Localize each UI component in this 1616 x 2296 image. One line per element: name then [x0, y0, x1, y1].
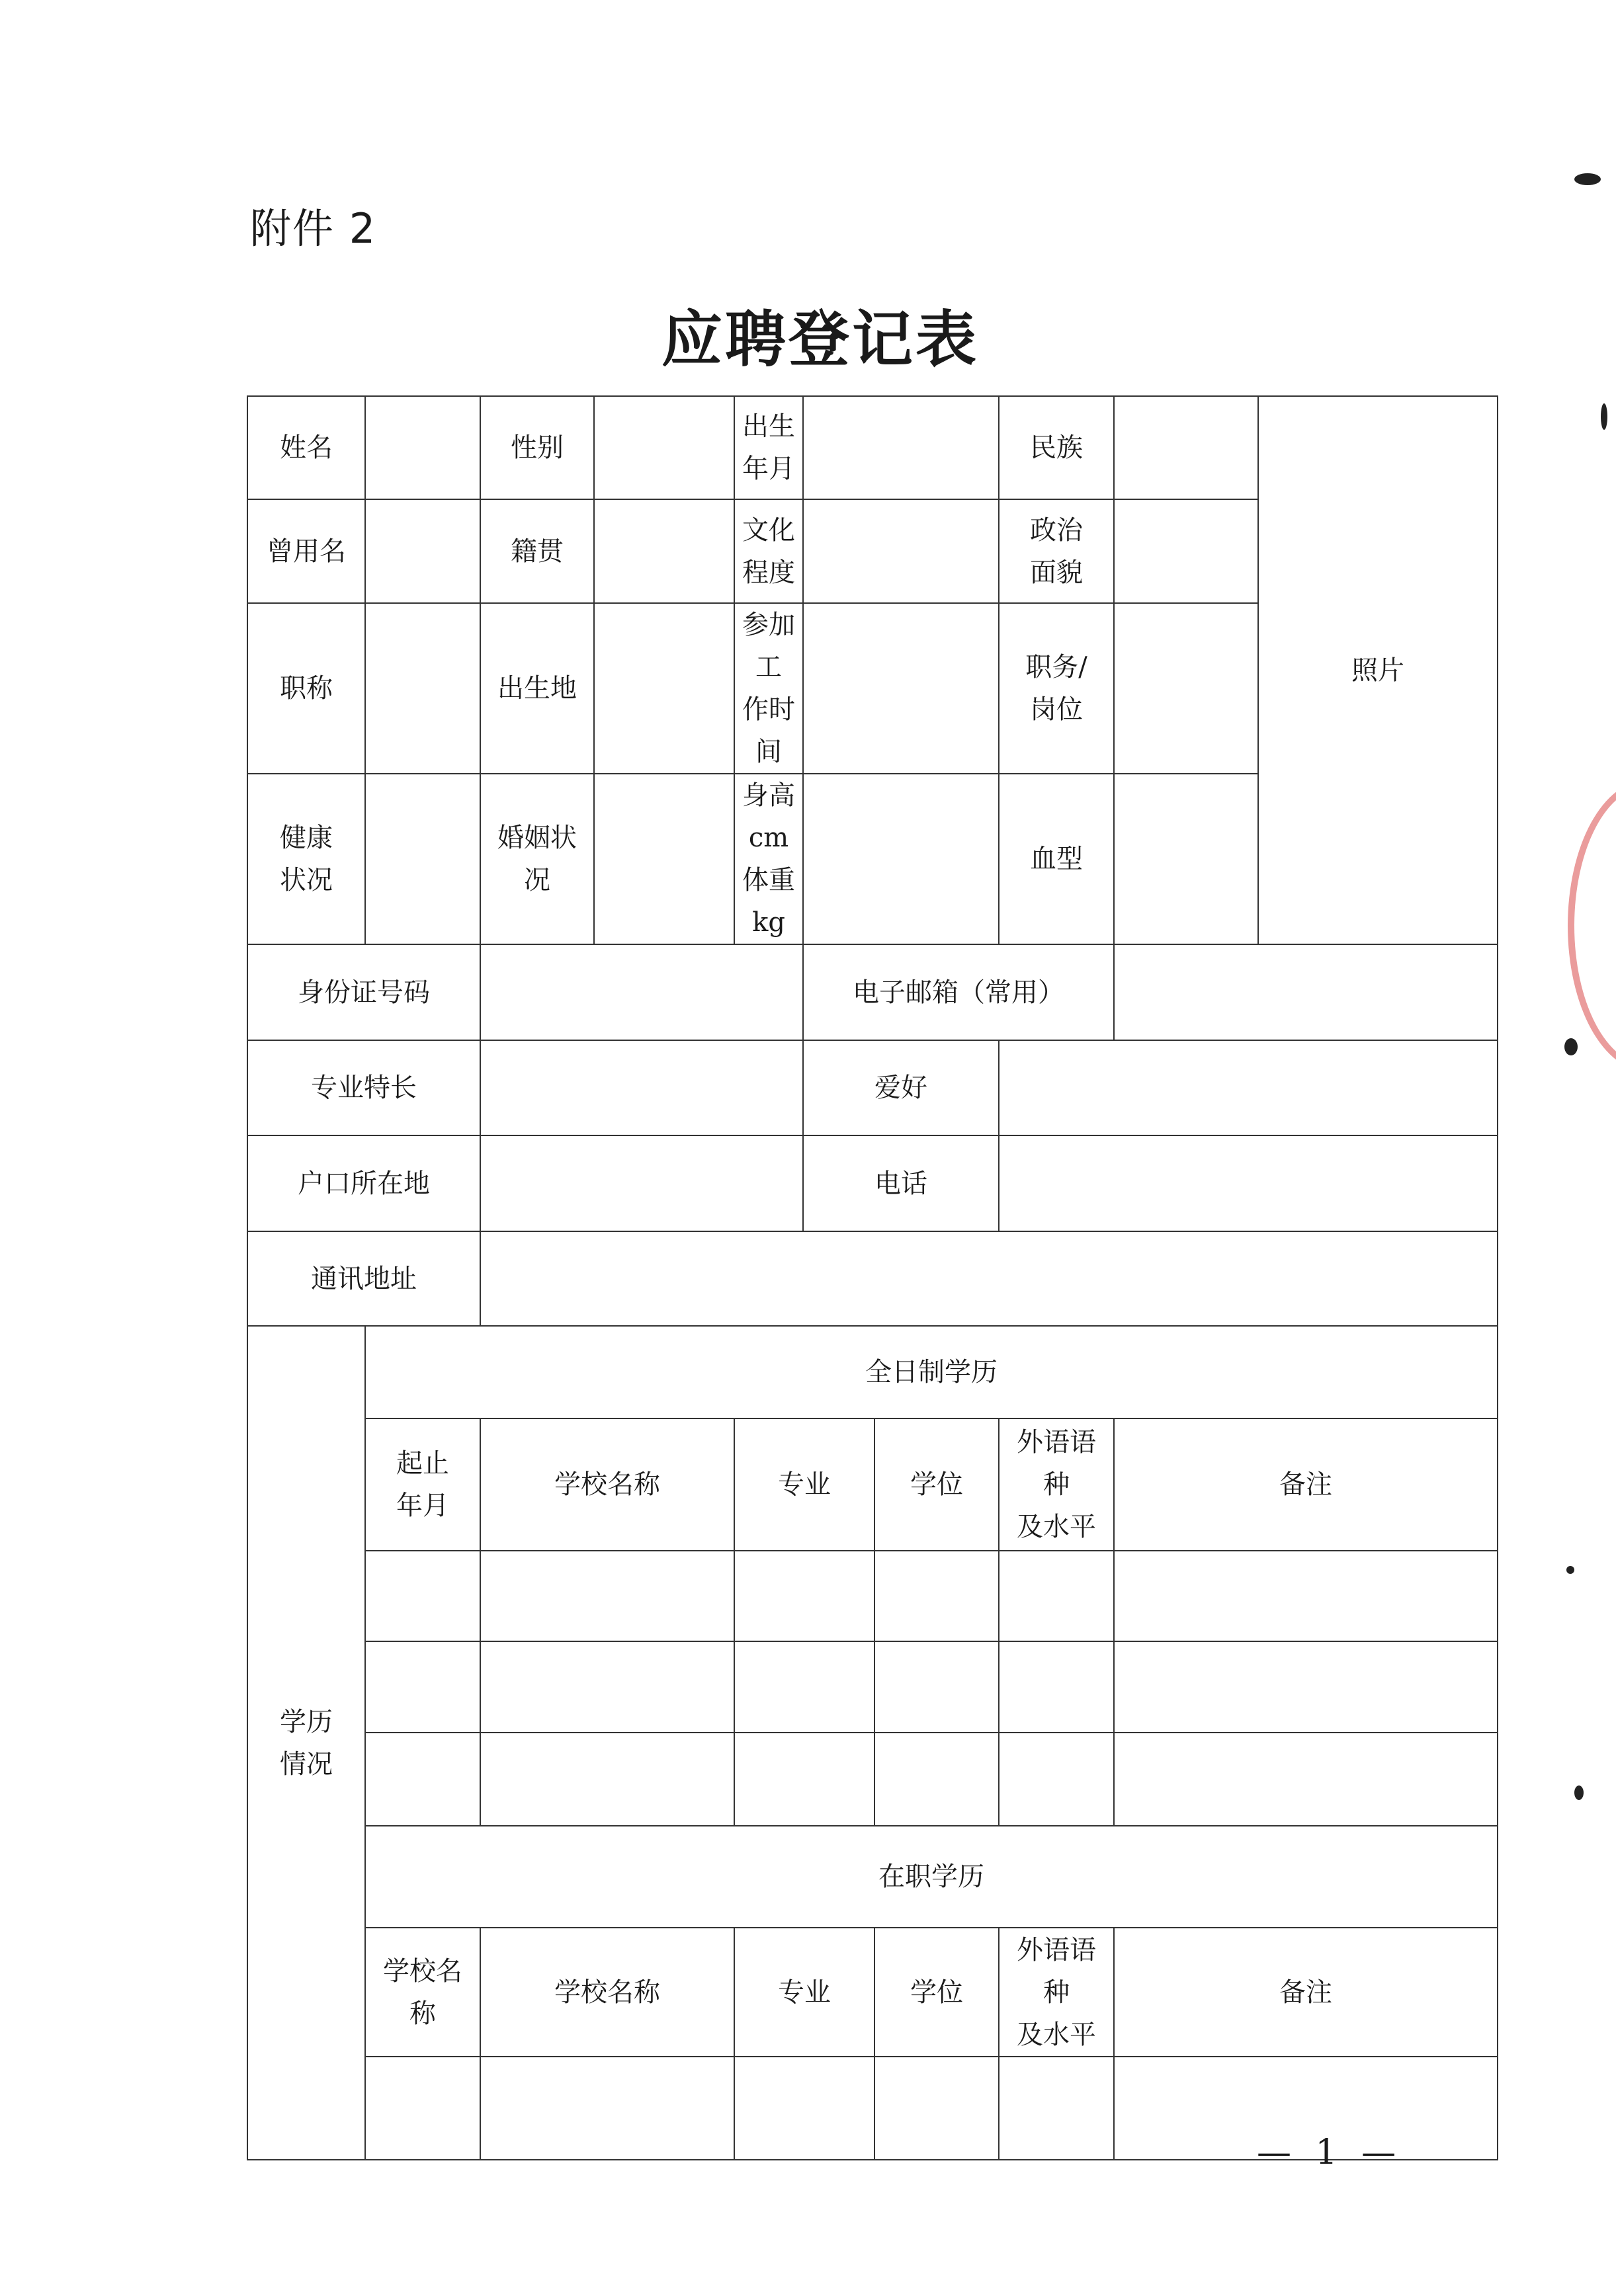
label-position: 职务/ 岗位	[999, 603, 1114, 774]
input-health[interactable]	[365, 774, 480, 944]
input-hukou[interactable]	[480, 1135, 803, 1231]
input-work-start[interactable]	[803, 603, 999, 774]
fulltime-heading: 全日制学历	[365, 1326, 1498, 1418]
label-former-name: 曾用名	[247, 499, 365, 603]
input-height-weight[interactable]	[803, 774, 999, 944]
form-title: 应聘登记表	[661, 304, 979, 375]
scan-speck	[1601, 403, 1607, 430]
inservice-cell[interactable]	[874, 2057, 999, 2160]
inservice-col-school-a: 学校名 称	[365, 1928, 480, 2057]
fulltime-col-period: 起止 年月	[365, 1418, 480, 1551]
fulltime-cell[interactable]	[1114, 1551, 1498, 1641]
fulltime-cell[interactable]	[734, 1551, 874, 1641]
input-title[interactable]	[365, 603, 480, 774]
scan-speck	[1574, 1785, 1584, 1800]
input-marital[interactable]	[594, 774, 734, 944]
inservice-col-school: 学校名称	[480, 1928, 734, 2057]
label-birthplace: 出生地	[480, 603, 594, 774]
label-hobby: 爱好	[803, 1040, 999, 1135]
fulltime-cell[interactable]	[480, 1551, 734, 1641]
fulltime-col-degree: 学位	[874, 1418, 999, 1551]
fulltime-cell[interactable]	[1114, 1733, 1498, 1826]
inservice-heading: 在职学历	[365, 1826, 1498, 1928]
fulltime-cell[interactable]	[874, 1551, 999, 1641]
inservice-col-language: 外语语 种 及水平	[999, 1928, 1114, 2057]
inservice-col-remarks: 备注	[1114, 1928, 1498, 2057]
input-birthplace[interactable]	[594, 603, 734, 774]
input-gender[interactable]	[594, 396, 734, 499]
label-email: 电子邮箱（常用）	[803, 944, 1114, 1040]
input-political[interactable]	[1114, 499, 1258, 603]
registration-form	[247, 395, 1498, 2160]
photo-box[interactable]: 照片	[1258, 396, 1498, 944]
label-name: 姓名	[247, 396, 365, 499]
input-education-level[interactable]	[803, 499, 999, 603]
input-position[interactable]	[1114, 603, 1258, 774]
fulltime-cell[interactable]	[480, 1641, 734, 1733]
inservice-cell[interactable]	[999, 2057, 1114, 2160]
fulltime-cell[interactable]	[1114, 1641, 1498, 1733]
red-seal-fragment	[1568, 780, 1616, 1071]
inservice-col-major: 专业	[734, 1928, 874, 2057]
input-ethnicity[interactable]	[1114, 396, 1258, 499]
input-former-name[interactable]	[365, 499, 480, 603]
input-native-place[interactable]	[594, 499, 734, 603]
input-blood[interactable]	[1114, 774, 1258, 944]
inservice-col-degree: 学位	[874, 1928, 999, 2057]
input-id-number[interactable]	[480, 944, 803, 1040]
input-email[interactable]	[1114, 944, 1498, 1040]
input-hobby[interactable]	[999, 1040, 1498, 1135]
label-political: 政治 面貌	[999, 499, 1114, 603]
label-phone: 电话	[803, 1135, 999, 1231]
input-phone[interactable]	[999, 1135, 1498, 1231]
fulltime-cell[interactable]	[874, 1641, 999, 1733]
label-hukou: 户口所在地	[247, 1135, 480, 1231]
label-native-place: 籍贯	[480, 499, 594, 603]
label-marital: 婚姻状 况	[480, 774, 594, 944]
label-blood: 血型	[999, 774, 1114, 944]
label-education-level: 文化 程度	[734, 499, 803, 603]
label-specialty: 专业特长	[247, 1040, 480, 1135]
fulltime-cell[interactable]	[999, 1641, 1114, 1733]
fulltime-col-major: 专业	[734, 1418, 874, 1551]
label-birth: 出生 年月	[734, 396, 803, 499]
fulltime-col-school: 学校名称	[480, 1418, 734, 1551]
label-id-number: 身份证号码	[247, 944, 480, 1040]
label-address: 通讯地址	[247, 1231, 480, 1326]
input-birth[interactable]	[803, 396, 999, 499]
fulltime-col-language: 外语语 种 及水平	[999, 1418, 1114, 1551]
label-health: 健康 状况	[247, 774, 365, 944]
fulltime-cell[interactable]	[734, 1641, 874, 1733]
page-number: — 1 —	[1257, 2133, 1403, 2172]
label-title: 职称	[247, 603, 365, 774]
fulltime-cell[interactable]	[999, 1733, 1114, 1826]
fulltime-cell[interactable]	[734, 1733, 874, 1826]
inservice-cell[interactable]	[480, 2057, 734, 2160]
input-specialty[interactable]	[480, 1040, 803, 1135]
inservice-cell[interactable]	[734, 2057, 874, 2160]
label-education: 学历 情况	[247, 1326, 365, 2160]
fulltime-cell[interactable]	[874, 1733, 999, 1826]
fulltime-cell[interactable]	[480, 1733, 734, 1826]
scan-speck	[1574, 173, 1601, 185]
label-work-start: 参加工 作时间	[734, 603, 803, 774]
attachment-label: 附件 2	[250, 204, 377, 253]
scan-speck	[1564, 1038, 1578, 1055]
scan-speck	[1566, 1566, 1574, 1574]
fulltime-col-remarks: 备注	[1114, 1418, 1498, 1551]
inservice-cell[interactable]	[365, 2057, 480, 2160]
fulltime-cell[interactable]	[999, 1551, 1114, 1641]
fulltime-cell[interactable]	[365, 1641, 480, 1733]
input-name[interactable]	[365, 396, 480, 499]
input-address[interactable]	[480, 1231, 1498, 1326]
label-gender: 性别	[480, 396, 594, 499]
label-height-weight: 身高 cm 体重 kg	[734, 774, 803, 944]
fulltime-cell[interactable]	[365, 1733, 480, 1826]
fulltime-cell[interactable]	[365, 1551, 480, 1641]
label-ethnicity: 民族	[999, 396, 1114, 499]
